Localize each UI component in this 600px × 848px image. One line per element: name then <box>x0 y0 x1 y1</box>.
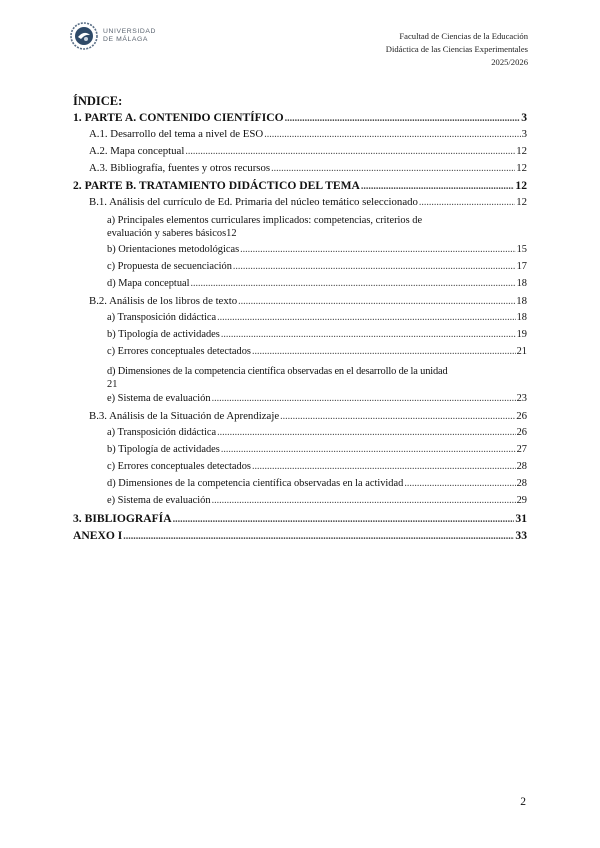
toc-entry-b1[interactable] <box>73 196 527 213</box>
dot-leader <box>212 393 516 404</box>
toc-entry-text: 3. BIBLIOGRAFÍA <box>73 512 172 525</box>
toc-entry-text: A.3. Bibliografía, fuentes y otros recursos <box>89 162 271 174</box>
toc-entry-b1b[interactable] <box>73 244 527 261</box>
toc-entry-text: 2. PARTE B. TRATAMIENTO DIDÁCTICO DEL TEMA <box>73 179 360 192</box>
toc-entry-text: d) Mapa conceptual <box>107 278 190 289</box>
toc-entry-text: 1. PARTE A. CONTENIDO CIENTÍFICO <box>73 111 284 124</box>
page-header <box>386 30 528 69</box>
dot-leader <box>233 261 516 272</box>
toc-entry-a3[interactable] <box>73 162 527 179</box>
toc-entry-bibliografia[interactable] <box>73 512 527 529</box>
header-year: 2025/2026 <box>491 57 528 67</box>
toc-entry-text: B.3. Análisis de la Situación de Aprendizaje <box>89 410 280 422</box>
toc-entry-b1a[interactable] <box>73 214 527 244</box>
toc-entry-page: 26 <box>516 427 527 438</box>
toc-entry-text-line2: evaluación y saberes básicos <box>107 228 227 239</box>
toc-entry-b3a[interactable] <box>73 427 527 444</box>
dot-leader <box>191 278 516 289</box>
toc-entry-text: A.2. Mapa conceptual <box>89 145 185 157</box>
toc-entry-b1d[interactable] <box>73 278 527 295</box>
toc-entry-page: 12 <box>516 162 527 174</box>
toc-entry-text: d) Dimensiones de la competencia científica observadas en la actividad <box>107 478 404 489</box>
dot-leader <box>238 296 515 307</box>
toc-entry-b3[interactable] <box>73 410 527 427</box>
toc-entry-b1c[interactable] <box>73 261 527 278</box>
dot-leader <box>404 478 515 489</box>
toc-entry-page: 21 <box>516 346 527 357</box>
toc-entry-page: 31 <box>515 512 527 525</box>
toc-entry-b2c[interactable] <box>73 346 527 363</box>
university-seal-icon <box>70 22 98 50</box>
toc-entry-page: 28 <box>516 461 527 472</box>
dot-leader <box>217 427 516 438</box>
table-of-contents <box>73 111 527 546</box>
dot-leader <box>361 181 515 192</box>
toc-entry-text: c) Propuesta de secuenciación <box>107 261 232 272</box>
toc-entry-text: B.2. Análisis de los libros de texto <box>89 295 238 307</box>
toc-entry-text: a) Transposición didáctica <box>107 427 217 438</box>
toc-entry-anexo[interactable] <box>73 529 527 546</box>
toc-entry-parte-a[interactable] <box>73 111 527 128</box>
toc-entry-text: B.1. Análisis del currículo de Ed. Primaria del núcleo temático seleccionado <box>89 196 418 208</box>
toc-entry-page: 18 <box>516 278 527 289</box>
toc-entry-page: 3 <box>521 128 527 140</box>
toc-title: ÍNDICE: <box>73 94 123 108</box>
dot-leader <box>217 312 516 323</box>
toc-entry-text: ANEXO I <box>73 529 123 542</box>
dot-leader <box>123 531 514 542</box>
toc-entry-b3b[interactable] <box>73 444 527 461</box>
toc-entry-text: d) Dimensiones de la competencia científica observadas en el desarrollo de la unidad <box>107 366 448 377</box>
toc-entry-a2[interactable] <box>73 145 527 162</box>
header-department: Didáctica de las Ciencias Experimentales <box>385 44 528 54</box>
toc-entry-text: a) Transposición didáctica <box>107 312 217 323</box>
toc-entry-b2d[interactable] <box>73 365 527 393</box>
dot-leader <box>271 163 515 174</box>
toc-entry-b2e[interactable] <box>73 393 527 410</box>
toc-entry-page: 3 <box>521 111 527 124</box>
toc-entry-b3e[interactable] <box>73 495 527 512</box>
toc-entry-page: 23 <box>516 393 527 404</box>
toc-entry-b3d[interactable] <box>73 478 527 495</box>
logo-text-line1: UNIVERSIDAD <box>103 28 157 35</box>
toc-entry-page: 21 <box>107 379 118 390</box>
toc-entry-page: 18 <box>516 312 527 323</box>
dot-leader <box>240 244 515 255</box>
dot-leader <box>285 113 521 124</box>
toc-entry-b2a[interactable] <box>73 312 527 329</box>
toc-entry-page: 29 <box>516 495 527 506</box>
toc-entry-page: 17 <box>516 261 527 272</box>
toc-entry-page: 27 <box>516 444 527 455</box>
toc-entry-b3c[interactable] <box>73 461 527 478</box>
dot-leader <box>252 461 516 472</box>
toc-entry-text: e) Sistema de evaluación <box>107 393 211 404</box>
toc-entry-text: c) Errores conceptuales detectados <box>107 346 251 357</box>
toc-entry-page: 12 <box>226 228 237 239</box>
dot-leader <box>185 146 515 157</box>
dot-leader <box>252 346 516 357</box>
toc-entry-text: e) Sistema de evaluación <box>107 495 211 506</box>
toc-entry-page: 33 <box>515 529 527 542</box>
dot-leader <box>280 411 515 422</box>
toc-entry-page: 28 <box>516 478 527 489</box>
toc-entry-page: 26 <box>516 410 527 422</box>
toc-entry-text: A.1. Desarrollo del tema a nivel de ESO <box>89 128 264 140</box>
toc-entry-page: 15 <box>516 244 527 255</box>
page-number: 2 <box>520 796 526 808</box>
header-faculty: Facultad de Ciencias de la Educación <box>399 31 528 41</box>
toc-entry-page: 12 <box>515 179 527 192</box>
toc-entry-parte-b[interactable] <box>73 179 527 196</box>
logo-text-line2: DE MÁLAGA <box>103 36 149 43</box>
dot-leader <box>173 514 515 525</box>
dot-leader <box>419 197 515 208</box>
dot-leader <box>221 444 516 455</box>
toc-entry-page: 12 <box>516 145 527 157</box>
toc-entry-b2b[interactable] <box>73 329 527 346</box>
toc-entry-a1[interactable] <box>73 128 527 145</box>
university-logo <box>70 22 156 50</box>
dot-leader <box>264 129 520 140</box>
toc-entry-text-line1: a) Principales elementos curriculares implicados: competencias, criterios de <box>107 215 423 226</box>
dot-leader <box>221 329 516 340</box>
toc-entry-page: 12 <box>516 196 527 208</box>
toc-entry-page: 18 <box>516 295 527 307</box>
toc-entry-text: c) Errores conceptuales detectados <box>107 461 251 472</box>
dot-leader <box>212 495 516 506</box>
toc-entry-text: b) Orientaciones metodológicas <box>107 244 240 255</box>
toc-entry-text: b) Tipología de actividades <box>107 329 220 340</box>
toc-entry-b2[interactable] <box>73 295 527 312</box>
toc-entry-text: b) Tipología de actividades <box>107 444 220 455</box>
toc-entry-page: 19 <box>516 329 527 340</box>
